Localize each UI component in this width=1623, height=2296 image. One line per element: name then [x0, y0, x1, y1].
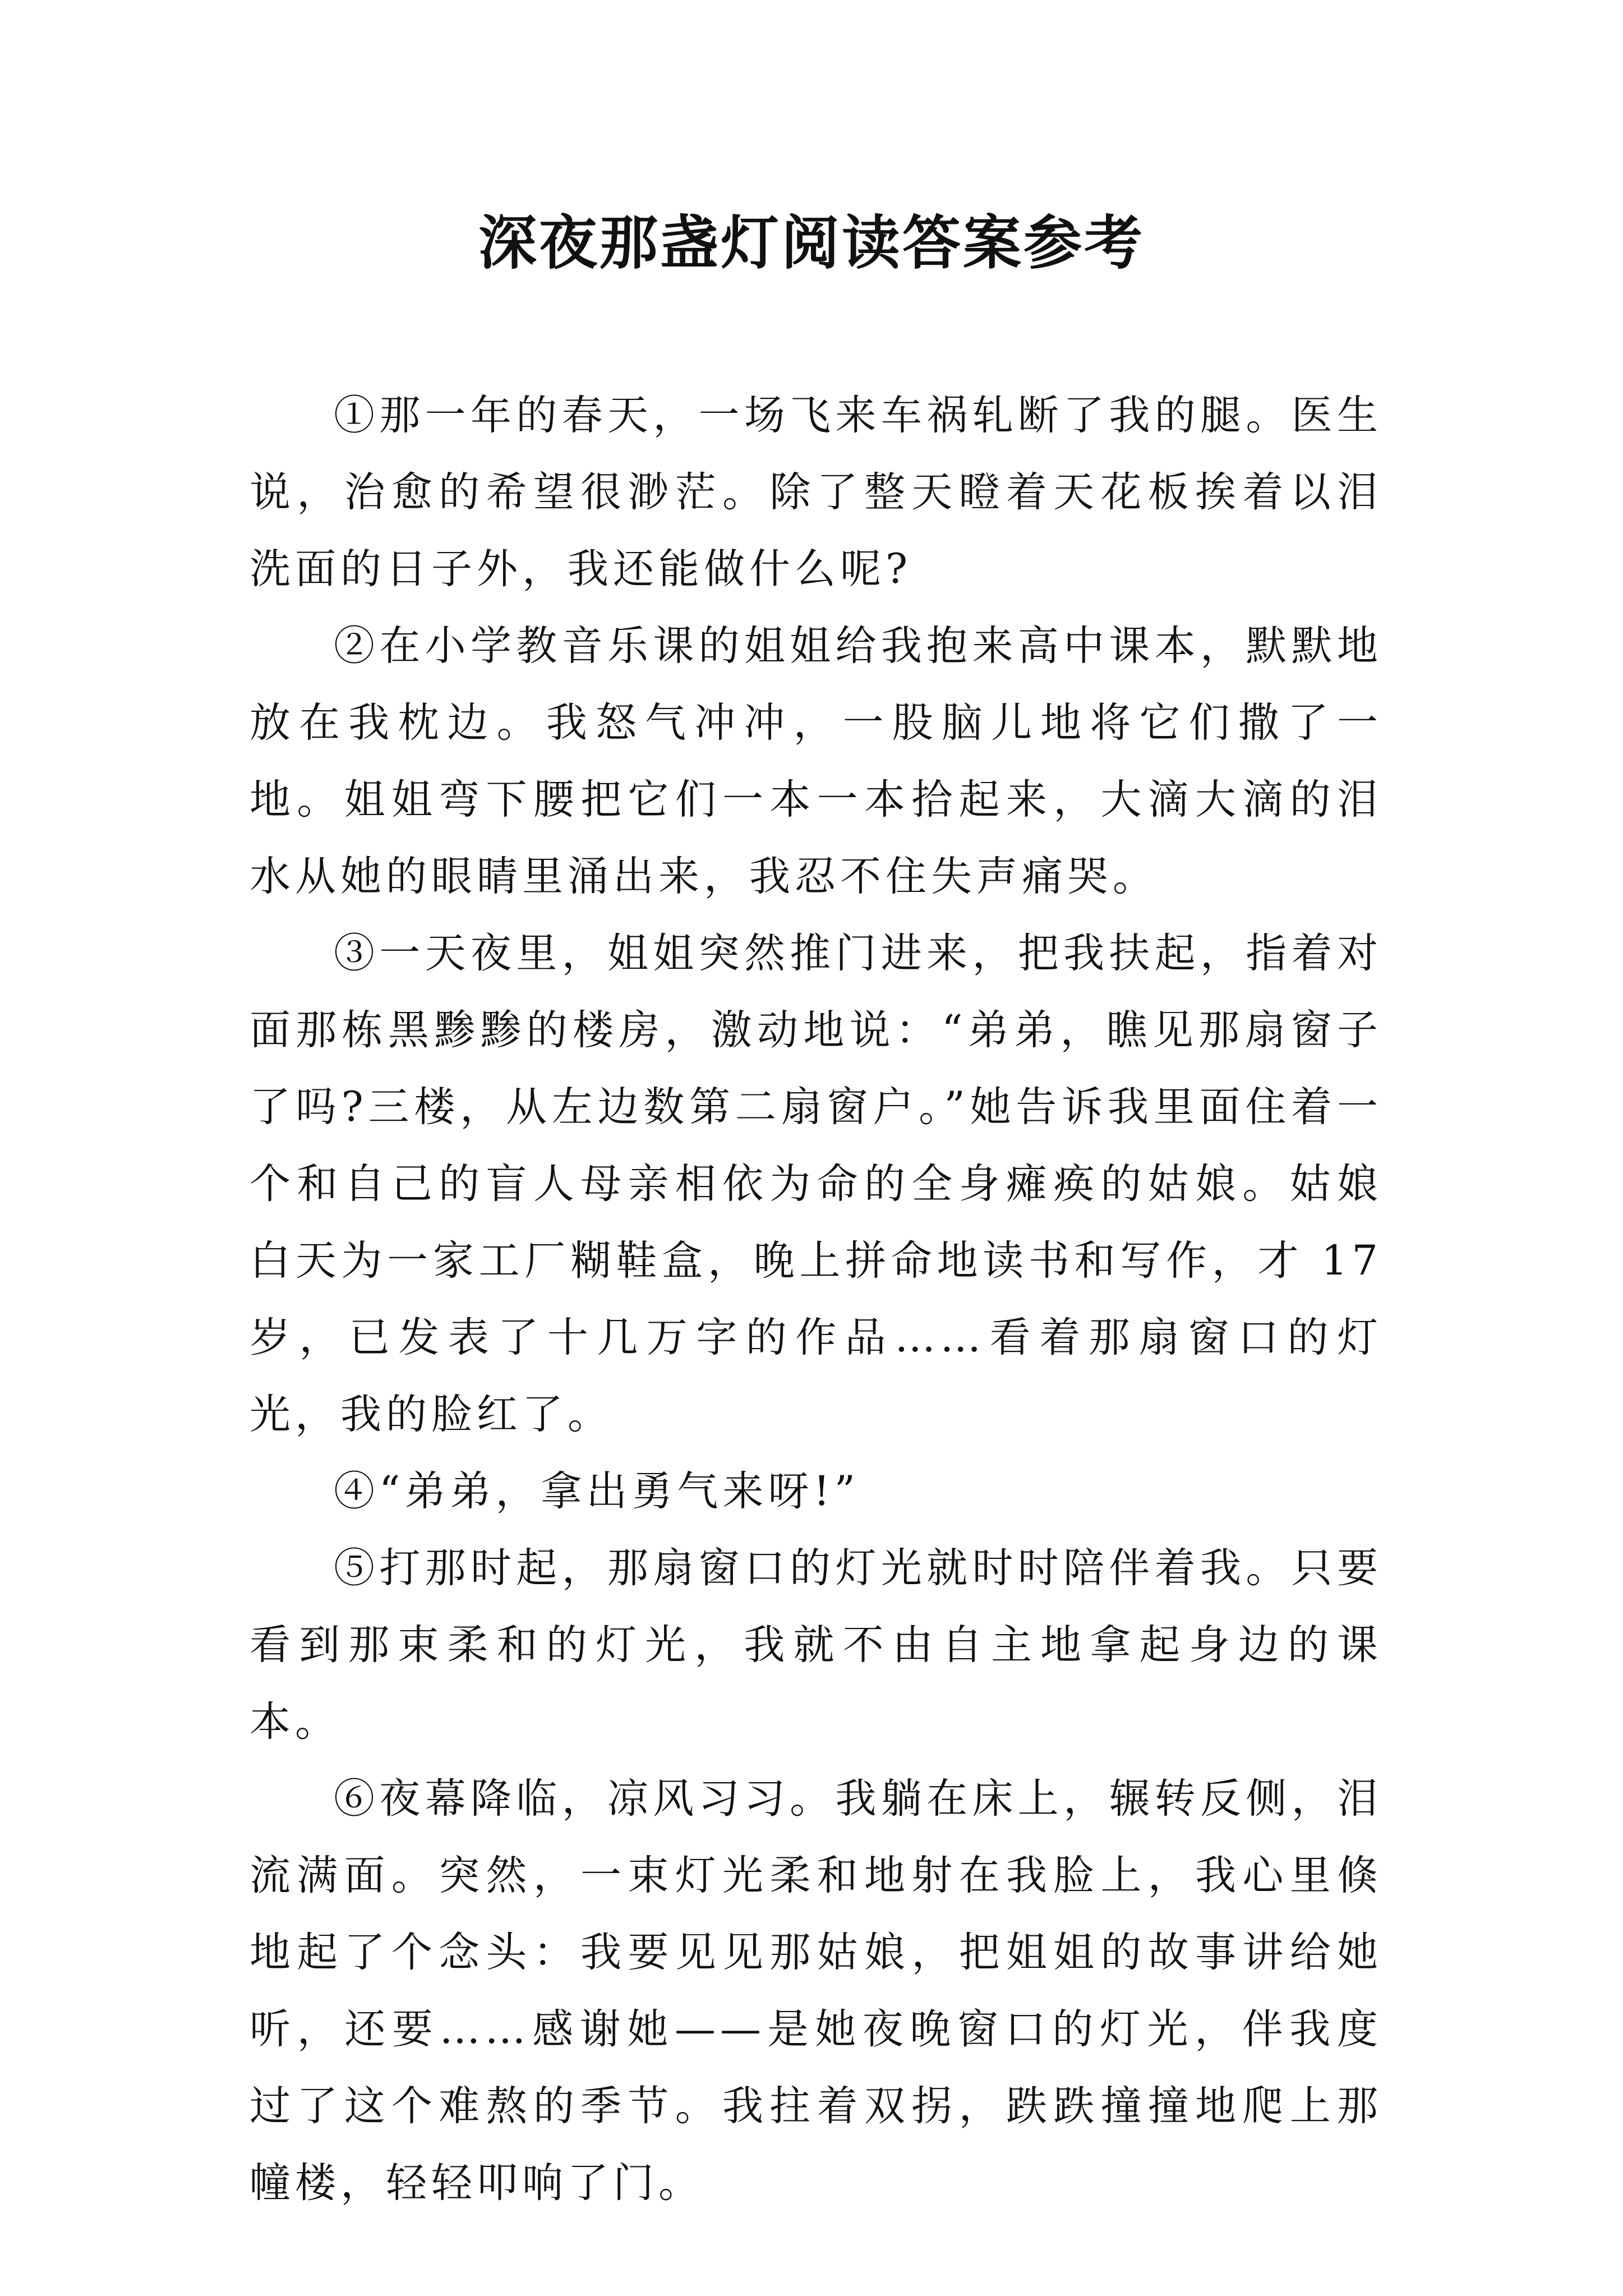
paragraph-5: ⑤打那时起，那扇窗口的灯光就时时陪伴着我。只要看到那束柔和的灯光，我就不由自主地拿起身边的课本。 — [250, 1544, 1382, 1746]
document-title: 深夜那盏灯阅读答案参考 — [478, 208, 1145, 277]
paragraph-6: ⑥夜幕降临，凉风习习。我躺在床上，辗转反侧，泪流满面。突然，一束灯光柔和地射在我脸上，我心里倏地起了个念头：我要见见那姑娘，把姐姐的故事讲给她听，还要……感谢她——是她夜晚窗口的灯光，伴我度过了这个难熬的季节。我拄着双拐，跌跌撞撞地爬上那幢楼，轻轻叩响了门。 — [250, 1775, 1382, 2207]
paragraph-4: ④“弟弟，拿出勇气来呀!” — [334, 1467, 860, 1515]
paragraph-2: ②在小学教音乐课的姐姐给我抱来高中课本，默默地放在我枕边。我怒气冲冲，一股脑儿地将它们撒了一地。姐姐弯下腰把它们一本一本拾起来，大滴大滴的泪水从她的眼睛里涌出来，我忍不住失声痛哭。 — [250, 622, 1382, 900]
paragraph-1: ①那一年的春天，一场飞来车祸轧断了我的腿。医生说，治愈的希望很渺茫。除了整天瞪着天花板挨着以泪洗面的日子外，我还能做什么呢? — [250, 392, 1382, 593]
document-body — [250, 377, 1382, 2221]
paragraph-3: ③一天夜里，姐姐突然推门进来，把我扶起，指着对面那栋黑黪黪的楼房，激动地说：“弟弟，瞧见那扇窗子了吗?三楼，从左边数第二扇窗户。”她告诉我里面住着一个和自己的盲人母亲相依为命的全身瘫痪的姑娘。姑娘白天为一家工厂糊鞋盒，晚上拼命地读书和写作，才 17 岁，已发表了十几万字的作品……看着那扇窗口的灯光，我的脸红了。 — [250, 930, 1382, 1438]
